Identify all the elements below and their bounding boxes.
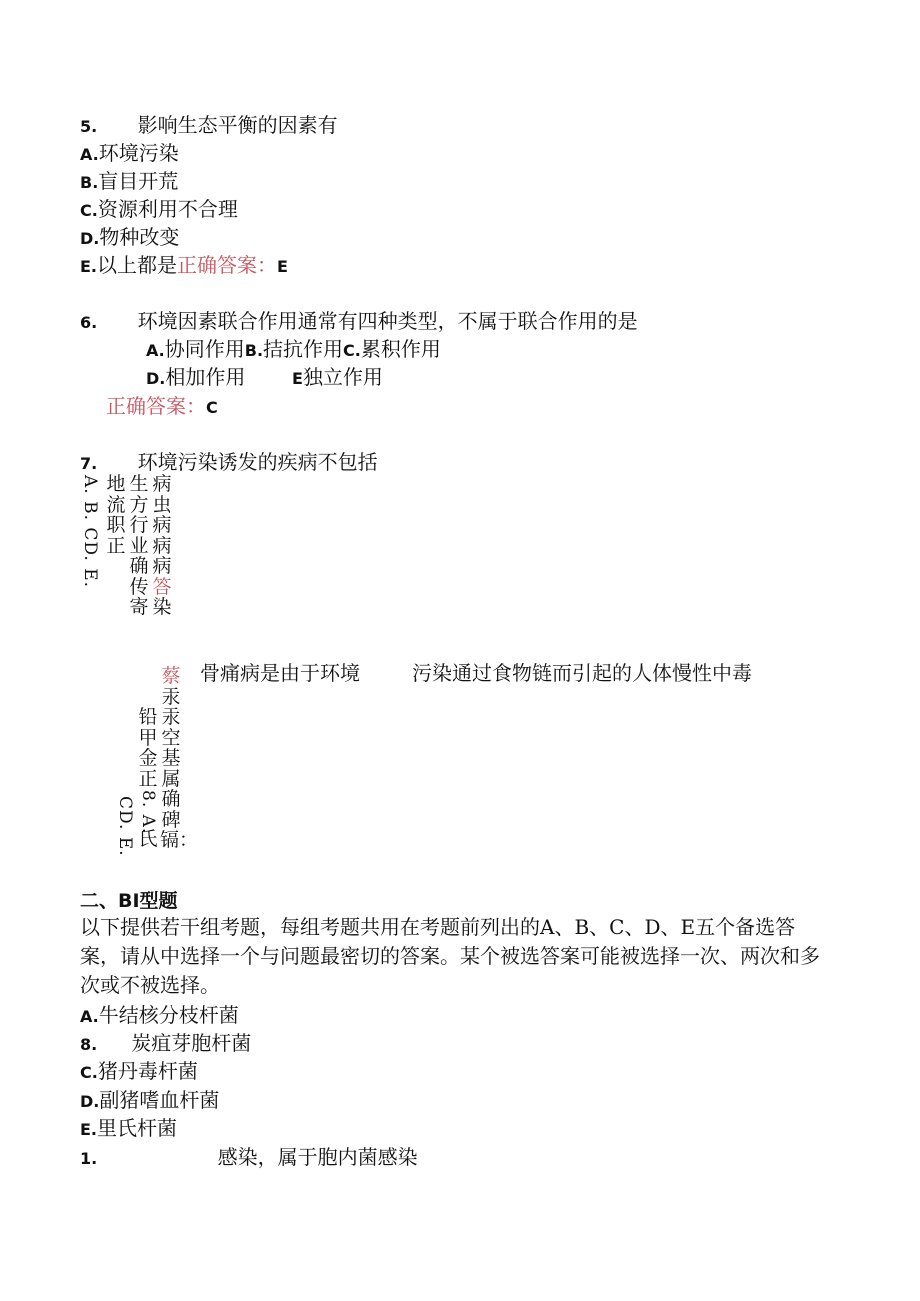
q6-answer-label: 正确答案： bbox=[106, 394, 206, 418]
q5-option-c: C.资源利用不合理 bbox=[80, 197, 238, 221]
q5-stem: 影响生态平衡的因素有 bbox=[137, 113, 338, 137]
q8-stem-part1: 骨痛病是由于环境 bbox=[200, 661, 360, 685]
s2-option-d: D.副猪嗜血杆菌 bbox=[80, 1088, 220, 1112]
q8-col-b-rotated: 8. A. bbox=[138, 790, 158, 835]
q8-col-a: 蔡汞汞空基属确碑镉： bbox=[160, 665, 199, 851]
q6-row bbox=[80, 309, 638, 335]
q5-number: 5. bbox=[80, 117, 98, 136]
q5-option-e: E.以上都是正确答案：E bbox=[80, 253, 288, 277]
s2-option-e: E.里氏杆菌 bbox=[80, 1116, 178, 1140]
q6-options-line1: A.协同作用B.拮抗作用C.累积作用 bbox=[146, 337, 441, 361]
q6-option-e: E独立作用 bbox=[292, 365, 383, 389]
q6-answer-line bbox=[106, 394, 218, 420]
s2-question-1 bbox=[80, 1145, 418, 1171]
q5-option-a: A.环境污染 bbox=[80, 141, 179, 165]
s2-q1-stem: 感染，属于胞内菌感染 bbox=[217, 1145, 418, 1169]
q6-answer: C bbox=[206, 398, 218, 417]
q6-options-line2: D.相加作用 bbox=[146, 365, 246, 389]
q5-option-b: B.盲目开荒 bbox=[80, 169, 179, 193]
s2-q1-number: 1. bbox=[80, 1149, 98, 1168]
q7-number: 7. bbox=[80, 454, 98, 473]
q5-answer: E bbox=[277, 257, 288, 276]
s2-option-b: 8. 炭疽芽胞杆菌 bbox=[80, 1031, 252, 1055]
s2-option-a: A.牛结核分枝杆菌 bbox=[80, 1003, 239, 1027]
q8-rotated-keys: CD. E. bbox=[115, 796, 135, 857]
s2-option-c: C.猪丹毒杆菌 bbox=[80, 1059, 198, 1083]
q7-col3: 病虫病病病答染 bbox=[152, 473, 172, 618]
q8-col-b: 铅甲金正 bbox=[138, 706, 158, 790]
q7-stem: 环境污染诱发的疾病不包括 bbox=[137, 450, 378, 474]
q7-col1: 地流职正 bbox=[106, 473, 126, 557]
section-intro: 以下提供若干组考题，每组考题共用在考题前列出的A、B、C、D、E五个备选答案，请从中选择一个与问题最密切的答案。某个被选答案可能被选择一次、两次和多次或不被选择。 bbox=[80, 915, 820, 997]
q5-row bbox=[80, 113, 338, 139]
q6-stem: 环境因素联合作用通常有四种类型，不属于联合作用的是 bbox=[137, 309, 638, 333]
q7-rotated-keys: A. B. CD. E. bbox=[80, 475, 100, 589]
q5-option-d: D.物种改变 bbox=[80, 225, 180, 249]
q5-answer-label: 正确答案： bbox=[177, 253, 278, 277]
q8-col-b-end: 氏 bbox=[138, 828, 158, 850]
q6-number: 6. bbox=[80, 313, 98, 332]
q7-col2: 生方行业确传寄 bbox=[129, 473, 149, 618]
q8-stem-part2: 污染通过食物链而引起的人体慢性中毒 bbox=[412, 661, 752, 685]
section-title: 二、BI型题 bbox=[80, 890, 178, 912]
